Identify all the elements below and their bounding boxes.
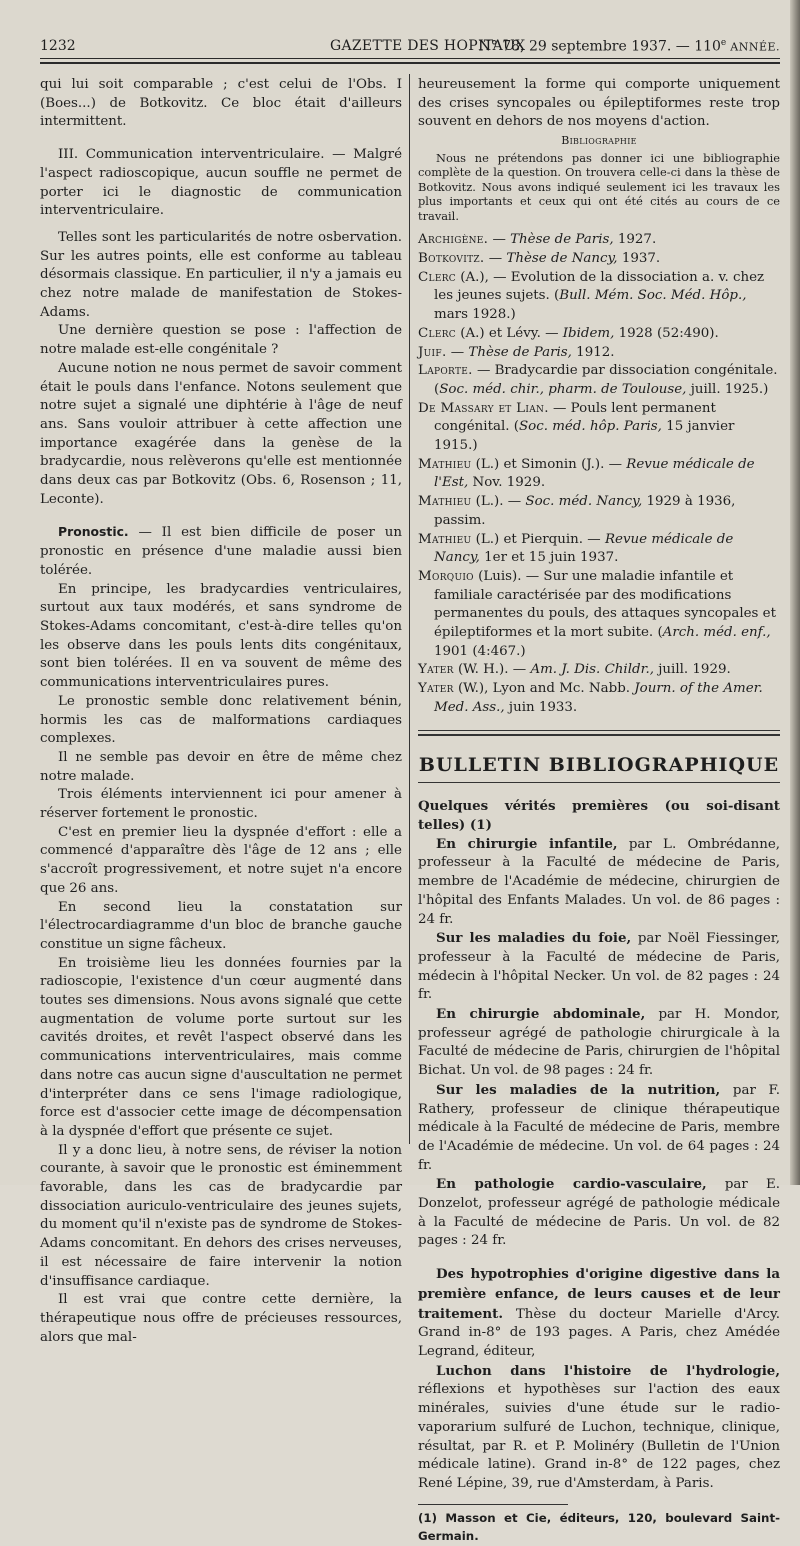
- paragraph: En principe, les bradycardies ventriculaires, surtout aux taux modérés, et sans syndrome de Stokes-Adams concomitant, c'est-à-dire telles qu'on les observe dans les pouls lents dits congénitaux, sont bien tolérées. Il en va souvent de même des communications interventriculaires pures.: [40, 581, 402, 691]
- paragraph: En second lieu la constatation sur l'électrocardiagramme d'un bloc de branche gauche constitue un signe fâcheux.: [40, 899, 402, 952]
- bibliography-entry: Juif. — Thèse de Paris, 1912.: [418, 344, 615, 360]
- footnote-rule: [418, 1504, 568, 1505]
- paragraph: Il ne semble pas devoir en être de même chez notre malade.: [40, 749, 402, 784]
- bibliography-entry: Morquio (Luis). — Sur une maladie infantile et familiale caractérisée par des modifications permanentes du pouls, des attaques syncopales et épileptiformes et la mort subite. (Arch. méd. enf., 1901 (4:467.): [418, 568, 776, 659]
- bibliography-title: Bibliographie: [561, 134, 637, 148]
- section-rule: [418, 730, 780, 731]
- book-entry: En chirurgie infantile, par L. Ombrédanne, professeur à la Faculté de médecine de Paris, membre de l'Académie de médecine, chirurgien de l'hôpital des Enfants Malades. Un vol. de 86 pages : 24 fr.: [418, 835, 781, 927]
- paragraph: heureusement la forme qui comporte uniquement des crises syncopales ou épileptiformes reste trop souvent en dehors de nos moyens d'action.: [418, 77, 780, 130]
- bulletin-title: BULLETIN BIBLIOGRAPHIQUE: [418, 753, 780, 776]
- bibliography-entry: Botkovitz. — Thèse de Nancy, 1937.: [418, 251, 661, 267]
- book-list: [418, 835, 780, 1251]
- hypotrophies-entry: Des hypotrophies d'origine digestive dans la première enfance, de leurs causes et de leur traitement. Thèse du docteur Marielle d'Arcy. Grand in-8° de 193 pages. A Paris, chez Amédée Legrand, éditeur,: [418, 1266, 780, 1359]
- paragraph: Une dernière question se pose : l'affection de notre malade est-elle congénitale ?: [40, 323, 402, 358]
- bibliography-entry: Archigène. — Thèse de Paris, 1927.: [418, 232, 657, 248]
- paragraph: Le pronostic semble donc relativement bénin, hormis les cas de malformations cardiaques complexes.: [40, 693, 402, 747]
- page-number: 1232: [40, 38, 76, 54]
- right-column: [418, 76, 780, 1546]
- bibliography-entry: Mathieu (L.) et Pierquin. — Revue médicale de Nancy, 1er et 15 juin 1937.: [418, 531, 734, 566]
- series-title: Quelques vérités premières (ou soi-disant telles) (1): [418, 798, 780, 833]
- paragraph: qui lui soit comparable ; c'est celui de l'Obs. I (Boes...) de Botkovitz. Ce bloc était d'ailleurs intermittent.: [40, 77, 402, 130]
- column-divider: [409, 74, 410, 1144]
- paragraph: III. Communication interventriculaire. — Malgré l'aspect radioscopique, aucun souffle ne permet de porter ici le diagnostic de communication interventriculaire.: [40, 147, 402, 219]
- footnote: (1) Masson et Cie, éditeurs, 120, boulevard Saint-Germain.: [418, 1510, 780, 1544]
- bibliography-entry: Clerc (A.) et Lévy. — Ibidem, 1928 (52:490).: [418, 325, 719, 341]
- page-header: [40, 38, 780, 60]
- paragraph: Il y a donc lieu, à notre sens, de réviser la notion courante, à savoir que le pronostic est éminemment favorable, dans les cas de bradycardie par dissociation auriculo-ventriculaire des jeunes sujets, du moment qu'il n'existe pas de syndrome de Stokes-Adams concomitant. En dehors des crises nerveuses, il est nécessaire de faire intervenir la notion d'insuffisance cardiaque.: [40, 1142, 402, 1289]
- prognosis-paragraph: Pronostic. — Il est bien difficile de poser un pronostic en présence d'une maladie aussi bien tolérée.: [40, 524, 402, 578]
- section-rule-thick: [418, 734, 780, 736]
- bibliography-intro: Nous ne prétendons pas donner ici une bibliographie complète de la question. On trouvera celle-ci dans la thèse de Botkovitz. Nous avons indiqué seulement ici les travaux les plus importants et ceux qui ont été cités au cours de ce travail.: [418, 150, 780, 223]
- bibliography-entry: Mathieu (L.) et Simonin (J.). — Revue médicale de l'Est, Nov. 1929.: [418, 456, 755, 491]
- paragraph: C'est en premier lieu la dyspnée d'effort : elle a commencé d'apparaître dès l'âge de 12 ans ; elle s'accroît progressivement, et notre sujet n'a encore que 26 ans.: [40, 824, 402, 896]
- paragraph: Telles sont les particularités de notre osbervation. Sur les autres points, elle est conforme au tableau désormais classique. En particulier, il n'y a jamais eu chez notre malade de manifestation de Stokes-Adams.: [40, 229, 402, 320]
- section-heading: Pronostic.: [58, 524, 129, 540]
- luchon-entry: Luchon dans l'histoire de l'hydrologie, réflexions et hypothèses sur l'action des eaux minérales, suivies d'une étude sur le radio-vaporarium sulfuré de Luchon, technique, clinique, résultat, par R. et P. Molinéry (Bulletin de l'Union médicale latine). Grand in-8° de 122 pages, chez René Lépine, 39, rue d'Amsterdam, à Paris.: [418, 1362, 780, 1491]
- journal-title: GAZETTE DES HOPITAUX: [330, 38, 526, 54]
- left-column: [40, 76, 402, 1347]
- issue-date: N° 78, 29 septembre 1937. — 110e ANNÉE.: [478, 38, 780, 55]
- header-rule: [40, 58, 780, 59]
- book-entry: Sur les maladies du foie, par Noël Fiessinger, professeur à la Faculté de médecine de Paris, médecin à l'hôpital Necker. Un vol. de 82 pages : 24 fr.: [418, 930, 780, 1003]
- bibliography-entry: Laporte. — Bradycardie par dissociation congénitale. (Soc. méd. chir., pharm. de Toulouse, juill. 1925.): [418, 363, 778, 397]
- paragraph: Aucune notion ne nous permet de savoir comment était le pouls dans l'enfance. Notons seulement que notre sujet a signalé une diphtérie à l'âge de neuf ans. Sans vouloir attribuer à cette affection une importance exagérée dans la genèse de la bradycardie, nous relèverons qu'elle est mentionnée dans deux cas par Botkovitz (Obs. 6, Rosenson ; 11, Leconte).: [40, 360, 402, 507]
- book-entry: En chirurgie abdominale, par H. Mondor, professeur agrégé de pathologie chirurgicale à la Faculté de médecine de Paris, chirurgien de l'hôpital Bichat. Un vol. de 98 pages : 24 fr.: [418, 1006, 780, 1079]
- book-entry: Sur les maladies de la nutrition, par F. Rathery, professeur de clinique thérapeutique médicale à la Faculté de médecine de Paris, membre de l'Académie de médecine. Un vol. de 64 pages : 24 fr.: [418, 1081, 781, 1173]
- bibliography-list: [418, 231, 780, 717]
- bibliography-entry: Clerc (A.), — Evolution de la dissociation a. v. chez les jeunes sujets. (Bull. Mém. Soc. Méd. Hôp., mars 1928.): [418, 269, 765, 323]
- paragraph: Il est vrai que contre cette dernière, la thérapeutique nous offre de précieuses ressources, alors que mal-: [40, 1292, 402, 1345]
- book-entry: En pathologie cardio-vasculaire, par E. Donzelot, professeur agrégé de pathologie médicale à la Faculté de médecine de Paris. Un vol. de 82 pages : 24 fr.: [418, 1176, 780, 1249]
- paragraph: En troisième lieu les données fournies par la radioscopie, l'existence d'un cœur augmenté dans toutes ses dimensions. Nous avons signalé que cette augmentation de volume porte surtout sur les cavités droites, et revêt l'aspect observé dans les communications interventriculaires, mais comme dans notre cas aucun signe d'auscultation ne permet d'interpréter dans ce sens l'image radiologique, force est d'associer cette image de décompensation à la dyspnée d'effort que présente ce sujet.: [40, 955, 402, 1139]
- page-edge-shadow: [790, 0, 800, 1185]
- bibliography-entry: Yater (W.), Lyon and Mc. Nabb. Journ. of the Amer. Med. Ass., juin 1933.: [418, 681, 763, 715]
- paragraph: Trois éléments interviennent ici pour amener à réserver fortement le pronostic.: [40, 787, 402, 822]
- bibliography-entry: Mathieu (L.). — Soc. méd. Nancy, 1929 à 1936, passim.: [418, 494, 736, 528]
- header-rule-thick: [40, 62, 780, 64]
- bibliography-entry: Yater (W. H.). — Am. J. Dis. Childr., juill. 1929.: [418, 662, 731, 678]
- bibliography-entry: De Massary et Lian. — Pouls lent permanent congénital. (Soc. méd. hôp. Paris, 15 janvier 1915.): [418, 400, 735, 454]
- bulletin-rule: [418, 782, 780, 783]
